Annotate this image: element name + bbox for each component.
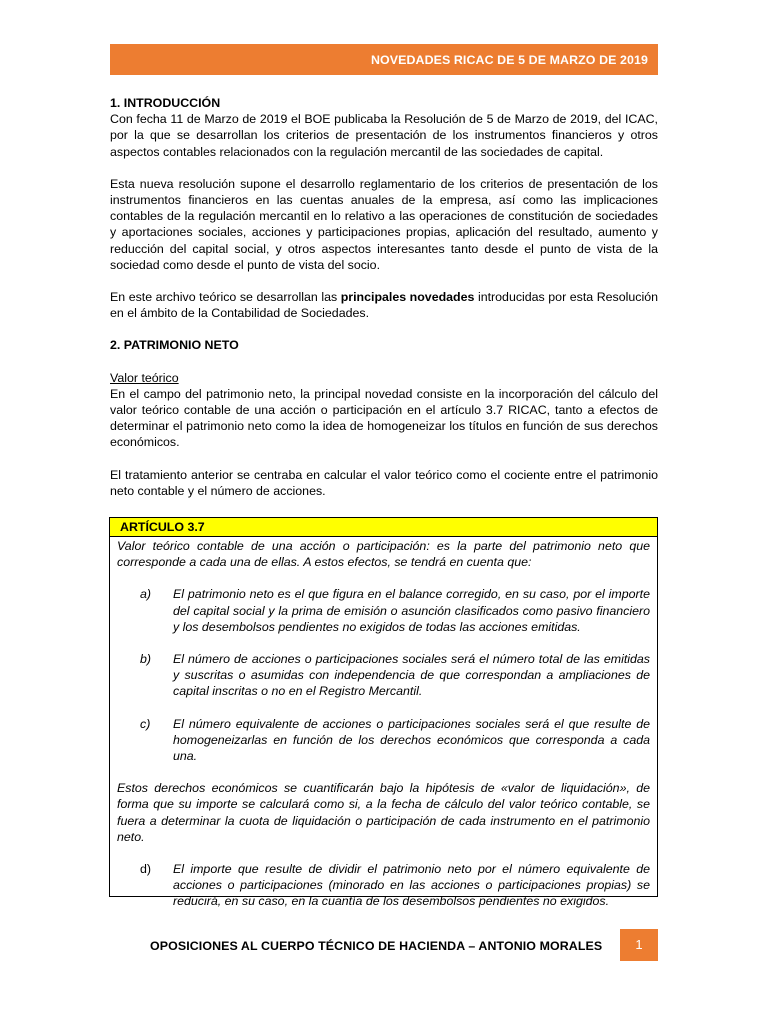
pn-paragraph-2: El tratamiento anterior se centraba en calcular el valor teórico como el cociente entre el patrimonio neto contable y el número de acciones.	[110, 467, 658, 498]
item-letter: c)	[140, 716, 151, 731]
article-item-d	[140, 861, 650, 910]
article-item-b	[140, 651, 650, 700]
intro-paragraph-2: Esta nueva resolución supone el desarrollo reglamentario de los criterios de presentación de los instrumentos financieros en las cuentas anuales de la empresa, así como las implicaciones contables de la regulación mercantil en lo relativo a las operaciones de constitución de sociedades y aportaciones sociales, acciones y participaciones propias, aplicación del resultado, aumento y reducción del capital social, y otros aspectos interesantes tanto desde el punto de vista de la sociedad como desde el punto de vista del socio.	[110, 176, 658, 272]
article-intro: Valor teórico contable de una acción o participación: es la parte del patrimonio neto que corresponde a cada una de ellas. A estos efectos, se tendrá en cuenta que:	[117, 539, 650, 570]
intro-heading: 1. INTRODUCCIÓN	[110, 96, 221, 110]
article-item-c-sub: Estos derechos económicos se cuantificarán bajo la hipótesis de «valor de liquidación», de forma que su importe se calculará como si, a la fecha de cálculo del valor teórico contable, se fuera a determinar la cuota de liquidación o participación de cada instrumento en el patrimonio neto.	[117, 781, 650, 844]
patrimonio-neto-heading: 2. PATRIMONIO NETO	[110, 338, 239, 353]
article-item-a	[140, 586, 650, 635]
intro-paragraph-1: Con fecha 11 de Marzo de 2019 el BOE publicaba la Resolución de 5 de Marzo de 2019, del ICAC, por la que se desarrollan los criterios de presentación de los instrumentos financieros y otros aspectos contables relacionados con la regulación mercantil de las sociedades de capital.	[110, 112, 658, 159]
item-text: El número equivalente de acciones o participaciones sociales será el que resulte de homogeneizarlas en función de los derechos económicos que corresponda a cada una.	[173, 716, 650, 764]
page-header	[110, 44, 658, 75]
intro-paragraph-3: En este archivo teórico se desarrollan las principales novedades introducidas por esta Resolución en el ámbito de la Contabilidad de Sociedades.	[110, 290, 658, 321]
article-item-c	[140, 716, 650, 765]
item-text: El patrimonio neto es el que figura en el balance corregido, en su caso, por el importe del capital social y la prima de emisión o asunción clasificados como pasivo financiero y los desembolsos pendientes no exigidos de todas las acciones emitidas.	[173, 587, 650, 634]
item-text: El importe que resulte de dividir el patrimonio neto por el número equivalente de acciones o participaciones (minorado en las acciones o participaciones propias) se reducirá, en su caso, en la cuantía de los desembolsos pendientes no exigidos.	[173, 862, 650, 909]
footer-text: OPOSICIONES AL CUERPO TÉCNICO DE HACIENDA – ANTONIO MORALES	[150, 939, 603, 953]
bold-phrase: principales novedades	[340, 290, 475, 305]
item-letter: d)	[140, 862, 152, 877]
item-letter: b)	[140, 652, 152, 667]
document-body	[110, 95, 658, 499]
article-box	[109, 517, 658, 909]
valor-teorico-subheading: Valor teórico	[110, 370, 179, 385]
page-number: 1	[620, 929, 658, 961]
article-title: ARTÍCULO 3.7	[110, 518, 657, 537]
item-letter: a)	[140, 587, 152, 602]
pn-paragraph-1: En el campo del patrimonio neto, la principal novedad consiste en la incorporación del cálculo del valor teórico contable de una acción o participación en el artículo 3.7 RICAC, tanto a efectos de determinar el patrimonio neto como la idea de homogeneizar los títulos en función de sus derechos económicos.	[110, 386, 658, 450]
header-title: NOVEDADES RICAC DE 5 DE MARZO DE 2019	[370, 53, 648, 67]
item-text: El número de acciones o participaciones sociales será el número total de las emitidas y suscritas o asumidas con independencia de que correspondan a ampliaciones de capital inscritas o no en el Registro Mercantil.	[173, 652, 650, 699]
article-body	[110, 537, 657, 910]
